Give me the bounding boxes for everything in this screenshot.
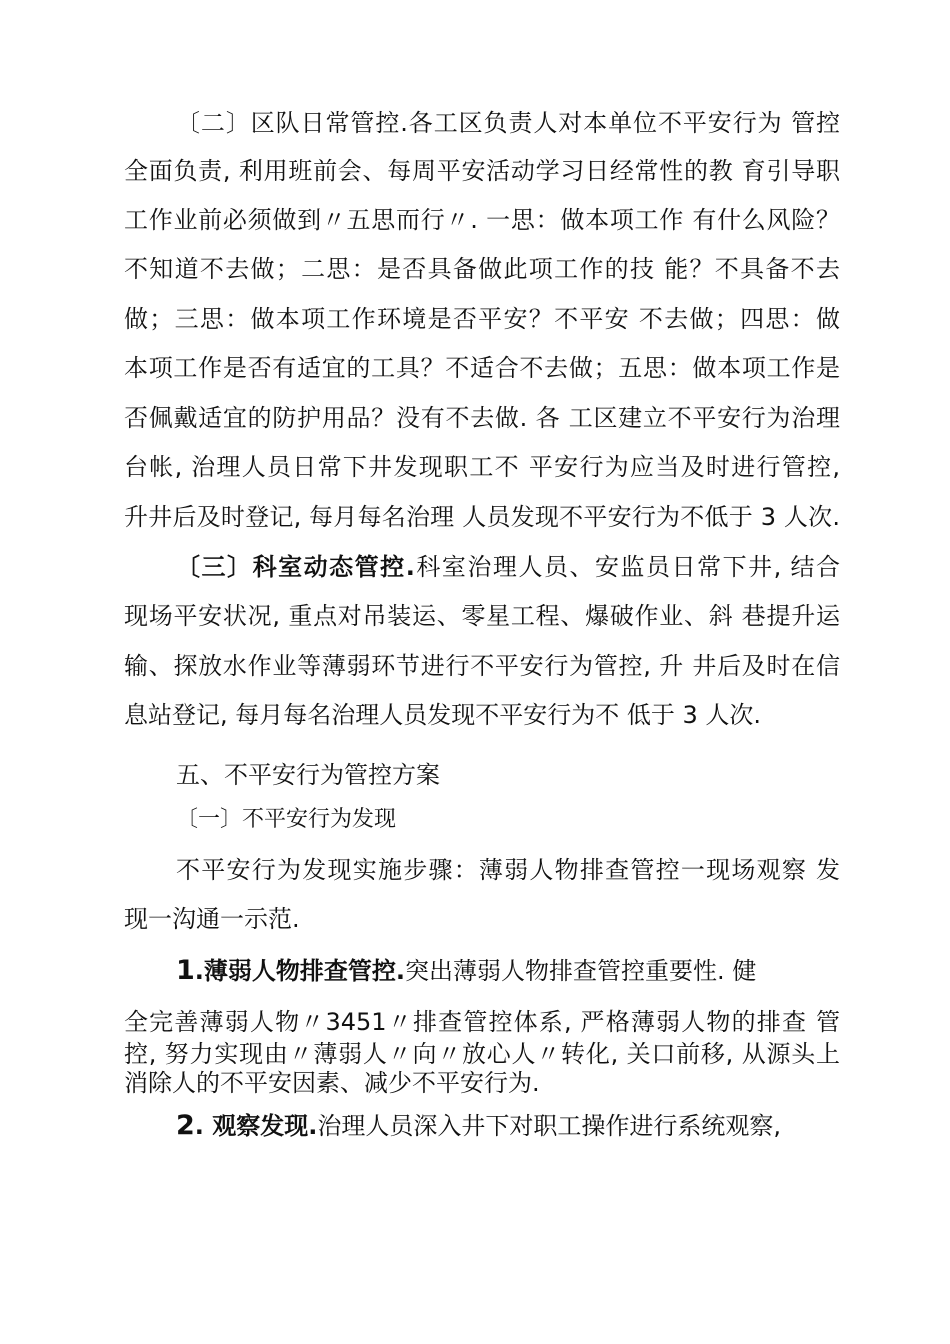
item2-heading: . 观察发现.	[194, 1112, 318, 1140]
item1-number: 1	[176, 956, 195, 986]
item1-heading: .薄弱人物排查管控.	[194, 957, 406, 985]
para1-line6: 本项工作是否有适宜的工具？不适合不去做；五思：做本项工作是	[124, 354, 840, 382]
para2-line4: 息站登记, 每月每名治理人员发现不平安行为不 低于 3 人次.	[124, 701, 762, 729]
para2-line1	[176, 552, 840, 582]
para2-line2: 现场平安状况, 重点对吊装运、零星工程、爆破作业、斜 巷提升运	[124, 602, 840, 630]
para3-line2: 现一沟通一示范.	[124, 905, 300, 933]
item1-line1	[176, 956, 840, 986]
para2-line1-text: 科室治理人员、安监员日常下井, 结合	[414, 553, 840, 581]
item2-line1	[176, 1111, 840, 1141]
para1-line4: 不知道不去做；二思：是否具备做此项工作的技 能？不具备不去	[124, 255, 840, 283]
para2-heading: 〔三〕科室动态管控.	[176, 553, 415, 581]
para1-line3: 工作业前必须做到〃五思而行〃. 一思：做本项工作 有什么风险？	[124, 206, 840, 234]
subsection-one-heading: 〔一〕不平安行为发现	[176, 807, 397, 832]
para1-line2: 全面负责, 利用班前会、每周平安活动学习日经常性的教 育引导职	[124, 157, 840, 185]
item1-line4: 消除人的不平安因素、减少不平安行为.	[124, 1069, 540, 1097]
item2-number: 2	[176, 1111, 195, 1141]
para2-line3: 输、探放水作业等薄弱环节进行不平安行为管控, 升 井后及时在信	[124, 652, 840, 680]
para1-line5: 做；三思：做本项工作环境是否平安？不平安 不去做；四思：做	[124, 305, 840, 333]
para1-heading: 〔二〕区队日常管控.	[176, 109, 408, 137]
para3-line1: 不平安行为发现实施步骤：薄弱人物排查管控一现场观察 发	[176, 856, 840, 884]
item1-line1-text: 突出薄弱人物排查管控重要性. 健	[405, 957, 757, 985]
para1-line1-text: 各工区负责人对本单位不平安行为 管控	[407, 109, 840, 137]
para1-line1	[176, 108, 840, 138]
item1-line3: 控, 努力实现由〃薄弱人〃向〃放心人〃转化, 关口前移, 从源头上	[124, 1040, 840, 1068]
para1-line7: 否佩戴适宜的防护用品？没有不去做. 各 工区建立不平安行为治理	[124, 404, 840, 432]
para1-line9: 升井后及时登记, 每月每名治理 人员发现不平安行为不低于 3 人次.	[124, 503, 840, 531]
item1-line2: 全完善薄弱人物〃3451〃排查管控体系, 严格薄弱人物的排查 管	[124, 1008, 840, 1036]
section-five-heading: 五、不平安行为管控方案	[176, 761, 440, 789]
item2-line1-text: 治理人员深入井下对职工操作进行系统观察,	[317, 1112, 782, 1140]
para1-line8: 台帐, 治理人员日常下井发现职工不 平安行为应当及时进行管控,	[124, 453, 840, 481]
